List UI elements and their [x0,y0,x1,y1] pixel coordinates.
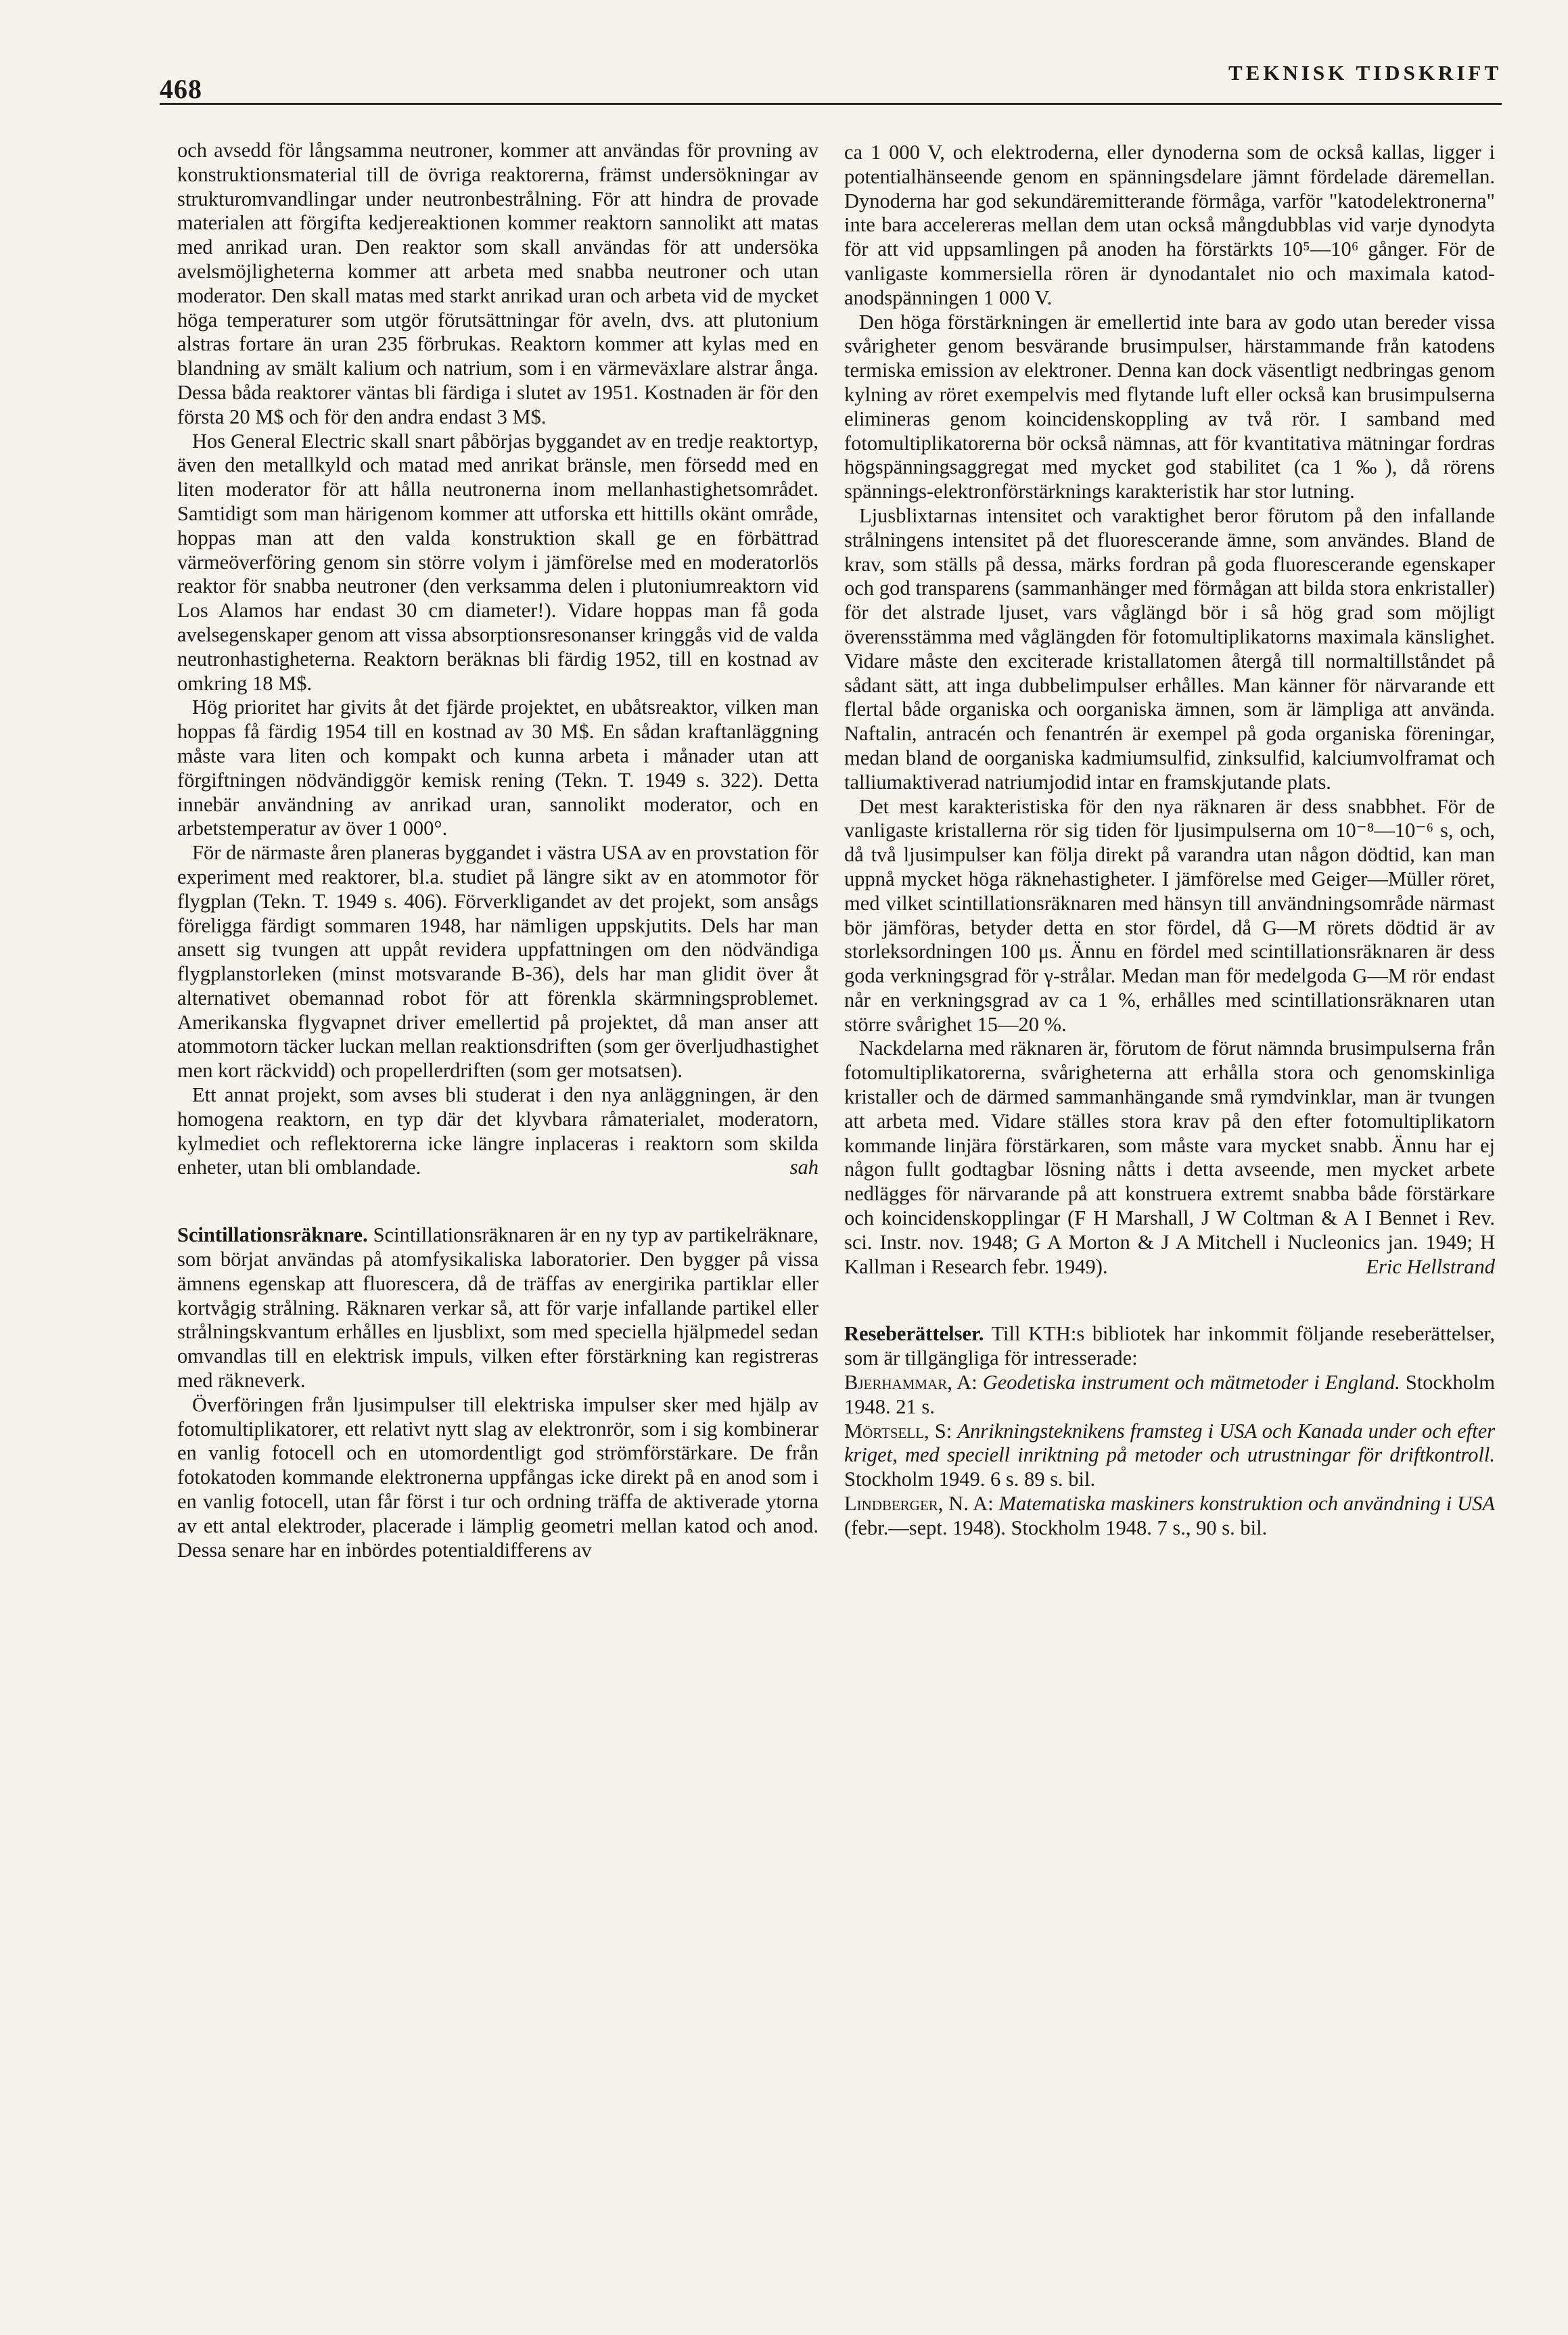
paragraph [177,1083,818,1180]
paragraph-text: Till KTH:s bibliotek har inkommit följande reseberättelser, som är tillgängliga för intresserade: [844,1322,1495,1370]
section-paragraph [177,1223,818,1393]
journal-title: TEKNISK TIDSKRIFT [1228,61,1502,85]
section-spacer [177,1180,818,1223]
paragraph: Överföringen från ljusimpulser till elektriska impulser sker med hjälp av fotomultiplikatorer, ett relativt nytt slag av elektronrör, som i sig kombinerar en vanlig fotocell och en utomordentligt god strömförstärkare. De från fotokatoden kommande elektronerna uppfångas icke direkt på en anod som i en vanlig fotocell, utan får först i tur och ordning träffa de aktiverade ytorna av ett antal elektroder, placerade i lämplig geometri mellan katod och anod. Dessa senare har en inbördes potentialdifferens av [177,1392,818,1562]
paragraph-text: Ett annat projekt, som avses bli studerat i den nya anläggningen, är den homogena reaktorn, en typ där det klyvbara råmaterialet, moderatorn, kylmediet och reflektorerna icke längre inplaceras i reaktorn som skilda enheter, utan bli omblandade. [177,1083,818,1179]
reference-title: Geodetiska instrument och mätmetoder i England. [982,1371,1400,1395]
reference-author: Bjerhammar, A: [844,1371,977,1395]
page-number: 468 [160,74,202,104]
paragraph: För de närmaste åren planeras byggandet i västra USA av en provstation för experiment med reaktorer, bl.a. studiet på längre sikt av en atommotor för flygplan (Tekn. T. 1949 s. 406). Förverkligandet av det projekt, som ansågs föreligga färdigt sommaren 1948, har nämligen uppskjutits. Dels har man ansett sig tvungen att uppåt revidera uppfattningen om den nödvändiga flygplanstorleken (minst motsvarande B-36), dels har man glidit över åt alternativet obemannad robot för att förenkla skärmningsproblemet. Amerikanska flygvapnet driver emellertid på projektet, då man anser att atommotorn täcker luckan mellan reaktionsdriften (som ger överljudhastighet men kort räckvidd) och propellerdriften (som ger motsatsen). [177,841,818,1083]
paragraph: Det mest karakteristiska för den nya räknaren är dess snabbhet. För de vanligaste kristallerna rör sig tiden för ljusimpulserna om 10⁻⁸—10⁻⁶ s, och, då två ljusimpulser kan följa direkt på varandra utan någon dödtid, kan man uppnå mycket höga räknehastigheter. I jämförelse med Geiger—Müller röret, med vilket scintillationsräknaren med hänsyn till användningsområde närmast bör jämföras, betyder detta en stor fördel, då G—M rörets dödtid är av storleksordningen 100 μs. Ännu en fördel med scintillationsräknaren är dess goda verkningsgrad för γ-strålar. Medan man för medelgoda G—M rör endast når en verkningsgrad av ca 1 %, erhålles med scintillationsräknaren utan större svårighet 15—20 %. [844,794,1495,1036]
section-heading: Reseberättelser. [844,1322,984,1346]
reference-title: Anrikningsteknikens framsteg i USA och Kanada under och efter kriget, med speciell inriktning på metoder och utrustningar för driftkontroll. [844,1419,1496,1467]
paragraph-text: Scintillationsräknaren är en ny typ av partikelräknare, som börjat användas på atomfysikaliska laboratorier. Den bygger på vissa ämnens egenskap att fluorescera, då de träffas av energirika partiklar eller kortvågig strålning. Räknaren verkar så, att för varje infallande partikel eller strålningskvantum erhålles en ljusblixt, som med speciella hjälpmedel sedan omvandlas till en elektrisk impuls, vilken efter förstärkning kan registreras med räkneverk. [177,1223,818,1392]
author-signature: sah [789,1156,818,1179]
section-paragraph [844,1322,1495,1371]
reference-details: Stockholm 1948. 21 s. [844,1371,1496,1418]
paragraph: Hög prioritet har givits åt det fjärde projektet, en ubåtsreaktor, vilken man hoppas få färdig 1954 till en kostnad av 30 M$. En sådan kraftanläggning måste vara liten och kompakt och kunna arbeta i månader utan att förgiftningen nödvändiggör kemisk rening (Tekn. T. 1949 s. 322). Detta innebär användning av anrikad uran, sannolikt moderator, och en arbetstemperatur av över 1 000°. [177,696,818,840]
reference-details: (febr.—sept. 1948). Stockholm 1948. 7 s., 90 s. bil. [844,1516,1268,1539]
paragraph: Den höga förstärkningen är emellertid inte bara av godo utan bereder vissa svårigheter genom besvärande brusimpulser, härstammande från katodens termiska emission av elektroner. Denna kan dock väsentligt nedbringas genom kylning av röret exempelvis med flytande luft eller också kan brusimpulserna elimineras genom koincidenskoppling av två rör. I samband med fotomultiplikatorerna bör också nämnas, att för kvantitativa mätningar fordras högspänningsaggregat med mycket god stabilitet (ca 1 ‰), då rörens spännings-elektronförstärknings karakteristik har stor lutning. [844,310,1495,503]
reference-item [844,1420,1495,1492]
reference-author: Lindberger, N. A: [844,1492,994,1516]
section-heading: Scintillationsräknare. [177,1223,368,1247]
reference-title: Matematiska maskiners konstruktion och användning i USA [998,1492,1496,1516]
paragraph: och avsedd för långsamma neutroner, kommer att användas för provning av konstruktionsmaterial till de övriga reaktorerna, främst undersökningar av strukturomvandlingar under neutronbestrålning. För att hindra de provade materialen att förgifta kedjereaktionen kommer reaktorn sannolikt att matas med anrikad uran. Den reaktor som skall användas för att undersöka avelsmöjligheterna kommer att arbeta med snabba neutroner och utan moderator. Den skall matas med starkt anrikad uran och arbeta vid de mycket höga temperaturer som utgör förutsättningar för aveln, dvs. att plutonium alstras fortare än uran 235 förbrukas. Reaktorn kommer att kylas med en blandning av smält kalium och natrium, som i en värmeväxlare alstrar ånga. Dessa båda reaktorer väntas bli färdiga i slutet av 1951. Kostnaden är för den första 20 M$ och för den andra endast 3 M$. [177,139,818,428]
author-signature: Eric Hellstrand [1366,1254,1495,1278]
reference-item [844,1371,1495,1420]
paragraph: ca 1 000 V, och elektroderna, eller dynoderna som de också kallas, ligger i potentialhänseende genom en spänningsdelare jämnt fördelade däremellan. Dynoderna har god sekundäremitterande förmåga, varför "katodelektronerna" inte bara accelereras mellan dem utan också mångdubblas vid varje dynodyta för att vid uppsamlingen på anoden ha förstärkts 10⁵—10⁶ gånger. För de vanligaste kommersiella rören är dynodantalet nio och maximala katod-anodspänningen 1 000 V. [844,141,1495,309]
reference-item [844,1492,1495,1541]
left-column [177,139,818,1562]
paragraph: Hos General Electric skall snart påbörjas byggandet av en tredje reaktortyp, även den metallkyld och matad med anrikat bränsle, men försedd med en liten moderator för att hålla neutronerna inom mellanhastighetsområdet. Samtidigt som man härigenom kommer att utforska ett hittills okänt område, hoppas man att den valda konstruktion skall ge en förbättrad värmeöverföring genom sin större volym i jämförelse med en moderatorlös reaktor för snabba neutroner (den verksamma delen i plutoniumreaktorn vid Los Alamos har endast 30 cm diameter!). Vidare hoppas man få goda avelsegenskaper genom att vissa absorptionsresonanser kringgås vid de valda neutronhastigheterna. Reaktorn beräknas bli färdig 1952, till en kostnad av omkring 18 M$. [177,429,818,695]
header-rule [160,103,1502,105]
reference-author: Mörtsell, S: [844,1419,952,1443]
paragraph-text: Nackdelarna med räknaren är, förutom de förut nämnda brusimpulserna från fotomultiplikatorerna, svårigheterna att erhålla stora och genomskinliga kristaller och de därmed sammanhängande små rymdvinklar, man är tvungen att arbeta med. Vidare ställes stora krav på den efter fotomultiplikatorn kommande linjära förstärkaren, som måste vara mycket snabb. Ännu har ej någon fullt godtagbar lösning nåtts i detta avseende, men mycket arbete nedlägges för närvarande på att konstruera extremt snabba både förstärkare och koincidenskopplingar (F H Marshall, J W Coltman & A I Bennet i Rev. sci. Instr. nov. 1948; G A Morton & J A Mitchell i Nucleonics jan. 1949; H Kallman i Research febr. 1949). [844,1037,1495,1278]
right-column [844,141,1495,1541]
reference-details: Stockholm 1949. 6 s. 89 s. bil. [844,1468,1096,1491]
paragraph [844,1037,1495,1279]
section-spacer [844,1279,1495,1322]
paragraph: Ljusblixtarnas intensitet och varaktighet beror förutom på den infallande strålningens intensitet på det fluorescerande ämne, som användes. Bland de krav, som ställs på dessa, märks fordran på goda fluorescerande egenskaper och god transparens (sammanhänger med förmågan att bilda stora enkristaller) för det alstrade ljuset, vars våglängd bör i så hög grad som möjligt överensstämma med våglängden för fotomultiplikatorns maximala känslighet. Vidare måste den exciterade kristallatomen återgå till normaltillståndet på sådant sätt, att inga dubbelimpulser erhålles. Man känner för närvarande ett flertal både organiska och oorganiska ämnen, som är lämpliga att använda. Naftalin, antracén och fenantrén är exempel på goda organiska föreningar, medan bland de oorganiska kadmiumsulfid, zinksulfid, kalciumvolframat och talliumaktiverad natriumjodid intar en framskjutande plats. [844,503,1495,794]
